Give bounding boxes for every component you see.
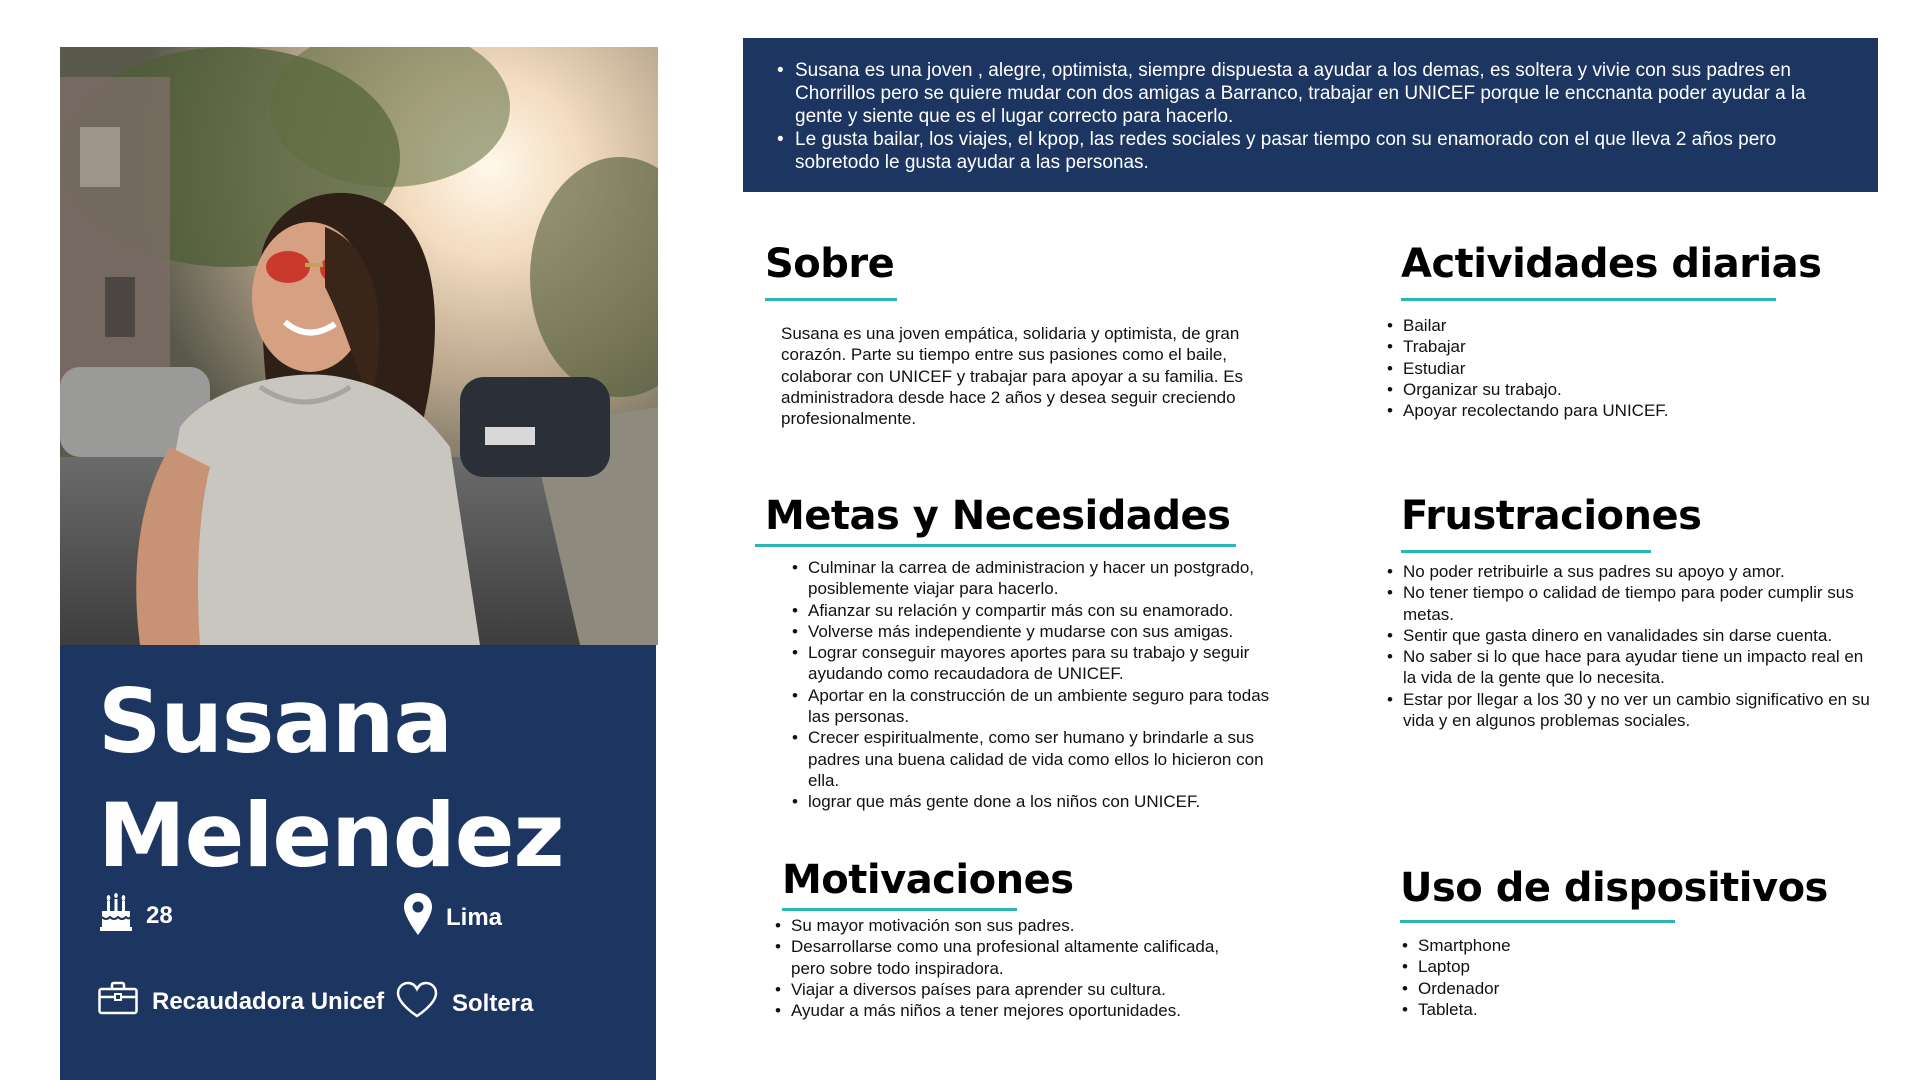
list-item: • Lograr conseguir mayores aportes para su trabajo y seguir ayudando como recaudadora de UNICEF. bbox=[790, 642, 1280, 685]
list-item: • Bailar bbox=[1385, 315, 1885, 336]
actividades-list bbox=[1385, 315, 1885, 421]
heart-icon bbox=[396, 981, 438, 1026]
title-underline bbox=[755, 544, 1236, 547]
persona-name bbox=[98, 665, 564, 893]
title-underline bbox=[1400, 920, 1675, 923]
list-item: • No poder retribuirle a sus padres su apoyo y amor. bbox=[1385, 561, 1875, 582]
title-underline bbox=[1401, 550, 1651, 553]
section-title: Motivaciones bbox=[782, 857, 1074, 903]
frustraciones-list bbox=[1385, 561, 1875, 731]
summary-banner bbox=[743, 38, 1878, 192]
list-item: • Culminar la carrea de administracion y hacer un postgrado, posiblemente viajar para hacerlo. bbox=[790, 557, 1280, 600]
section-sobre bbox=[765, 240, 1285, 429]
list-item: • Desarrollarse como una profesional altamente calificada, pero sobre todo inspiradora. bbox=[773, 936, 1253, 979]
list-item: • Estudiar bbox=[1385, 358, 1885, 379]
status-value: Soltera bbox=[452, 989, 534, 1017]
list-item: • No tener tiempo o calidad de tiempo para poder cumplir sus metas. bbox=[1385, 582, 1875, 625]
persona-photo bbox=[60, 47, 658, 645]
city-value: Lima bbox=[446, 903, 503, 931]
birthday-cake-icon bbox=[100, 893, 132, 938]
list-item: • Estar por llegar a los 30 y no ver un cambio significativo en su vida y en algunos problemas sociales. bbox=[1385, 689, 1875, 732]
section-frustraciones bbox=[1385, 492, 1890, 731]
status-info bbox=[396, 981, 533, 1026]
summary-item: • Le gusta bailar, los viajes, el kpop, las redes sociales y pasar tiempo con su enamorado con el que lleva 2 años pero sobretodo le gusta ayudar a las personas. bbox=[777, 128, 1858, 174]
section-uso-dispositivos bbox=[1400, 864, 1880, 1020]
metas-list bbox=[790, 557, 1280, 813]
occupation-value: Recaudadora Unicef bbox=[152, 987, 385, 1015]
list-item: • Ordenador bbox=[1400, 978, 1880, 999]
dispositivos-list bbox=[1400, 935, 1880, 1020]
list-item: • Trabajar bbox=[1385, 336, 1885, 357]
motivaciones-list bbox=[773, 915, 1253, 1021]
list-item: • Ayudar a más niños a tener mejores oportunidades. bbox=[773, 1000, 1253, 1021]
list-item: • Smartphone bbox=[1400, 935, 1880, 956]
first-name: Susana bbox=[98, 670, 452, 773]
summary-item: • Susana es una joven , alegre, optimista, siempre dispuesta a ayudar a los demas, es soltera y vivie con sus padres en Chorrillos pero se quiere mudar con dos amigas a Barranco, trabajar en UNICEF porque le enccnanta poder ayudar a la gente y siente que es el lugar correcto para hacerlo. bbox=[777, 59, 1858, 128]
summary-list bbox=[777, 59, 1858, 174]
list-item: • lograr que más gente done a los niños con UNICEF. bbox=[790, 791, 1280, 812]
sobre-text: Susana es una joven empática, solidaria y optimista, de gran corazón. Parte su tiempo entre sus pasiones como el baile, colaborar con UNICEF y trabajar para apoyar a su familia. Es administradora desde hace 2 años y desea seguir creciendo profesionalmente. bbox=[781, 324, 1244, 429]
section-title: Uso de dispositivos bbox=[1400, 865, 1828, 911]
identity-panel bbox=[60, 645, 656, 1080]
section-actividades-diarias bbox=[1385, 240, 1885, 421]
list-item: • Volverse más independiente y mudarse con sus amigas. bbox=[790, 621, 1280, 642]
list-item: • Sentir que gasta dinero en vanalidades sin darse cuenta. bbox=[1385, 625, 1875, 646]
section-title: Metas y Necesidades bbox=[765, 493, 1231, 539]
section-title: Sobre bbox=[765, 241, 895, 287]
list-item: • Apoyar recolectando para UNICEF. bbox=[1385, 400, 1885, 421]
last-name: Melendez bbox=[98, 784, 564, 887]
city-info bbox=[404, 893, 502, 942]
title-underline bbox=[782, 908, 1017, 911]
title-underline bbox=[1401, 298, 1776, 301]
briefcase-icon bbox=[98, 981, 138, 1022]
section-motivaciones bbox=[770, 856, 1290, 1021]
occupation-info bbox=[98, 981, 384, 1022]
list-item: • Organizar su trabajo. bbox=[1385, 379, 1885, 400]
list-item: • Laptop bbox=[1400, 956, 1880, 977]
location-pin-icon bbox=[404, 893, 432, 942]
list-item: • Crecer espiritualmente, como ser humano y brindarle a sus padres una buena calidad de vida como ellos lo hicieron con ella. bbox=[790, 727, 1280, 791]
list-item: • Aportar en la construcción de un ambiente seguro para todas las personas. bbox=[790, 685, 1280, 728]
section-title: Frustraciones bbox=[1401, 493, 1702, 539]
list-item: • Afianzar su relación y compartir más con su enamorado. bbox=[790, 600, 1280, 621]
age-value: 28 bbox=[146, 901, 173, 929]
title-underline bbox=[765, 298, 897, 301]
age-info bbox=[100, 893, 173, 938]
section-title: Actividades diarias bbox=[1401, 241, 1822, 287]
list-item: • Viajar a diversos países para aprender su cultura. bbox=[773, 979, 1253, 1000]
list-item: • Tableta. bbox=[1400, 999, 1880, 1020]
list-item: • No saber si lo que hace para ayudar tiene un impacto real en la vida de la gente que lo necesita. bbox=[1385, 646, 1875, 689]
section-metas-necesidades bbox=[755, 492, 1295, 813]
list-item: • Su mayor motivación son sus padres. bbox=[773, 915, 1253, 936]
